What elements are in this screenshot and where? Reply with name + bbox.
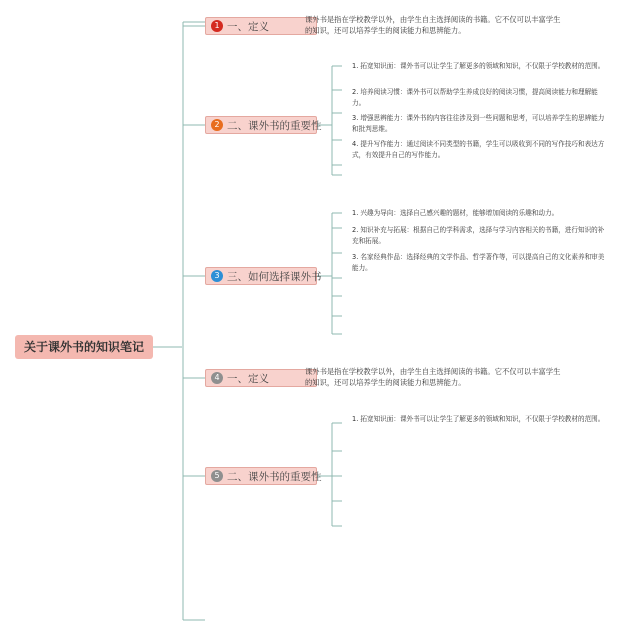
definition-note: 课外书是指在学校教学以外，由学生自主选择阅读的书籍。它不仅可以丰富学生的知识，还可以培养学生的阅读能力和思辨能力。 bbox=[305, 15, 561, 35]
number-badge-2: 2 bbox=[211, 119, 223, 131]
root-topic[interactable]: 关于课外书的知识笔记 bbox=[15, 335, 153, 359]
importance-item-4: 4. 提升写作能力：通过阅读不同类型的书籍，学生可以吸收到不同的写作技巧和表达方式，有效提升自己的写作能力。 bbox=[352, 140, 605, 159]
importance-item-2: 2. 培养阅读习惯：课外书可以帮助学生养成良好的阅读习惯，提高阅读能力和理解能力。 bbox=[352, 88, 598, 107]
number-badge-3: 3 bbox=[211, 270, 223, 282]
branch-importance-2[interactable] bbox=[205, 467, 322, 485]
importance-item-3: 3. 增强思辨能力：课外书的内容往往涉及到一些问题和思考，可以培养学生的思辨能力和批判思维。 bbox=[352, 114, 605, 133]
selection-item-3: 3. 名家经典作品：选择经典的文学作品、哲学著作等，可以提高自己的文化素养和审美能力。 bbox=[352, 253, 605, 272]
branch-definition[interactable] bbox=[205, 17, 317, 35]
branch-definition-2[interactable] bbox=[205, 369, 317, 387]
selection-item-2: 2. 知识补充与拓展：根据自己的学科需求，选择与学习内容相关的书籍，进行知识的补充和拓展。 bbox=[352, 226, 605, 245]
number-badge-5: 5 bbox=[211, 470, 223, 482]
branch-label: 二、课外书的重要性 bbox=[227, 119, 322, 132]
number-badge-1: 1 bbox=[211, 20, 223, 32]
branch-label: 一、定义 bbox=[227, 20, 269, 33]
branch-how-to-choose[interactable] bbox=[205, 267, 322, 285]
branch-label: 二、课外书的重要性 bbox=[227, 470, 322, 483]
branch-label: 一、定义 bbox=[227, 372, 269, 385]
number-badge-4: 4 bbox=[211, 372, 223, 384]
definition-note-2: 课外书是指在学校教学以外，由学生自主选择阅读的书籍。它不仅可以丰富学生的知识，还可以培养学生的阅读能力和思辨能力。 bbox=[305, 367, 561, 387]
selection-item-1: 1. 兴趣为导向：选择自己感兴趣的题材，能够增加阅读的乐趣和动力。 bbox=[352, 209, 559, 217]
importance-item-1-b: 1. 拓宽知识面：课外书可以让学生了解更多的领域和知识，不仅限于学校教材的范围。 bbox=[352, 415, 605, 423]
branch-importance[interactable] bbox=[205, 116, 322, 134]
importance-item-1: 1. 拓宽知识面：课外书可以让学生了解更多的领域和知识，不仅限于学校教材的范围。 bbox=[352, 62, 605, 70]
branch-label: 三、如何选择课外书 bbox=[227, 270, 322, 283]
